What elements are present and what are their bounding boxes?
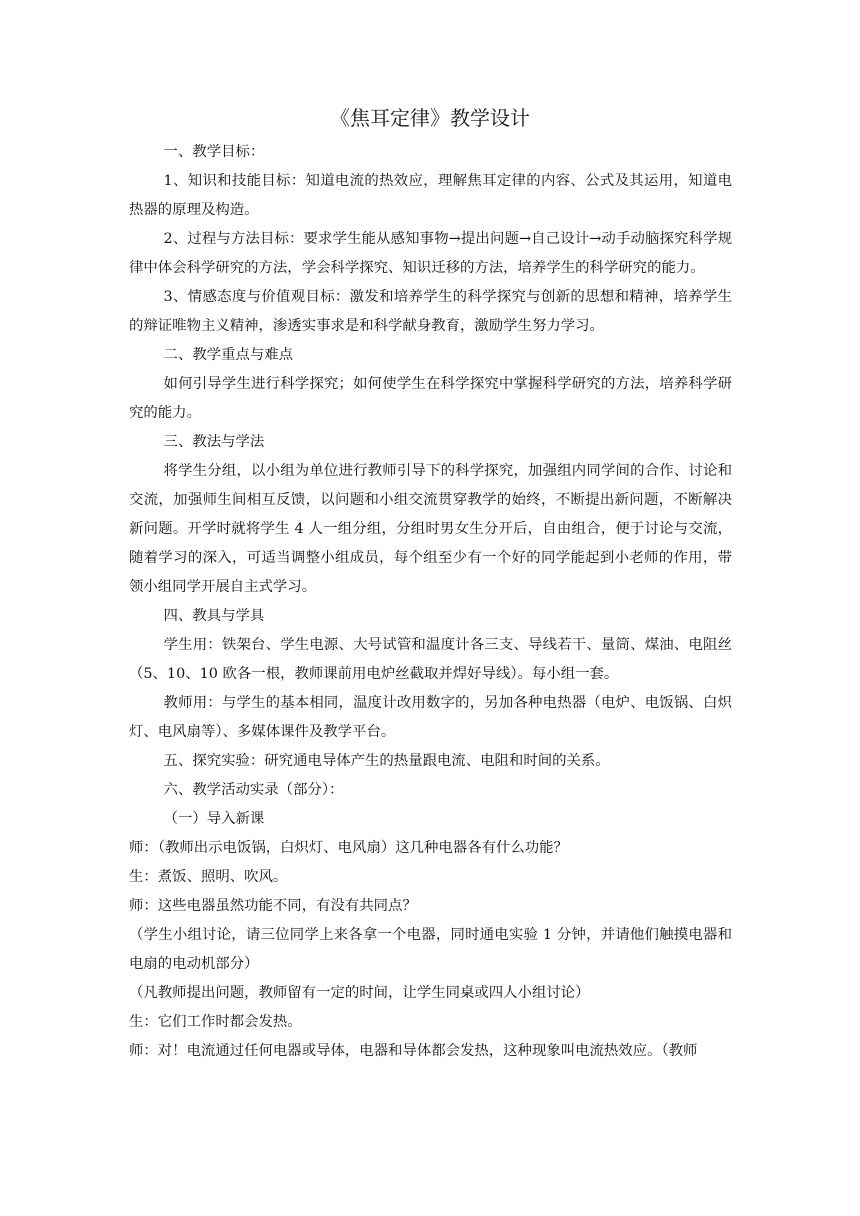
section-heading-activity: 六、教学活动实录（部分）： [163, 782, 344, 798]
student-tools-paragraph: 学生用：铁架台、学生电源、大号试管和温度计各三支、导线若干、量筒、煤油、电阻丝（5、10、10 欧各一根，教师课前用电炉丝截取并焊好导线）。每小组一套。 [129, 637, 732, 682]
dialogue-line: 生：它们工作时都会发热。 [129, 1014, 302, 1030]
methods-paragraph: 将学生分组，以小组为单位进行教师引导下的科学探究，加强组内同学间的合作、讨论和交流，加强师生间相互反馈，以问题和小组交流贯穿教学的始终，不断提出新问题，不断解决新问题。开学时就将学生 4 人一组分组，分组时男女生分开后，自由组合，便于讨论与交流，随着学习的深入，可适当调整小组成员，每个组至少有一个好的同学能起到小老师的作用，带领小组同学开展自主式学习。 [129, 463, 732, 595]
subsection-heading-intro: （一）导入新课 [163, 811, 265, 827]
objective-knowledge: 1、知识和技能目标：知道电流的热效应，理解焦耳定律的内容、公式及其运用，知道电热器的原理及构造。 [129, 173, 732, 218]
document-body [129, 138, 732, 1066]
dialogue-line: 生：煮饭、照明、吹风。 [129, 869, 288, 885]
teacher-tools-paragraph: 教师用：与学生的基本相同，温度计改用数字的，另加各种电热器（电炉、电饭锅、白炽灯、电风扇等）、多媒体课件及教学平台。 [129, 695, 732, 740]
section-heading-objectives: 一、教学目标： [163, 144, 265, 160]
section-heading-key-points: 二、教学重点与难点 [163, 347, 294, 363]
section-heading-tools: 四、教具与学具 [163, 608, 265, 624]
objective-process: 2、过程与方法目标：要求学生能从感知事物→提出问题→自己设计→动手动脑探究科学规律中体会科学研究的方法，学会科学探究、知识迁移的方法，培养学生的科学研究的能力。 [129, 231, 732, 276]
objective-attitude: 3、情感态度与价值观目标：激发和培养学生的科学探究与创新的思想和精神，培养学生的辩证唯物主义精神，渗透实事求是和科学献身教育，激励学生努力学习。 [129, 289, 732, 334]
section-heading-experiment: 五、探究实验：研究通电导体产生的热量跟电流、电阻和时间的关系。 [163, 753, 610, 769]
key-points-paragraph: 如何引导学生进行科学探究；如何使学生在科学探究中掌握科学研究的方法，培养科学研究的能力。 [129, 376, 732, 421]
section-heading-methods: 三、教法与学法 [163, 434, 265, 450]
dialogue-line: 师：对！电流通过任何电器或导体，电器和导体都会发热，这种现象叫电流热效应。（教师 [129, 1043, 698, 1059]
stage-direction: （凡教师提出问题，教师留有一定的时间，让学生同桌或四人小组讨论） [129, 985, 590, 1001]
stage-direction: （学生小组讨论，请三位同学上来各拿一个电器，同时通电实验 1 分钟，并请他们触摸电器和电扇的电动机部分） [129, 927, 732, 972]
document-title: 《焦耳定律》教学设计 [330, 106, 530, 130]
dialogue-line: 师：这些电器虽然功能不同，有没有共同点？ [129, 898, 417, 914]
dialogue-line: 师：（教师出示电饭锅，白炽灯、电风扇）这几种电器各有什么功能？ [129, 840, 568, 856]
